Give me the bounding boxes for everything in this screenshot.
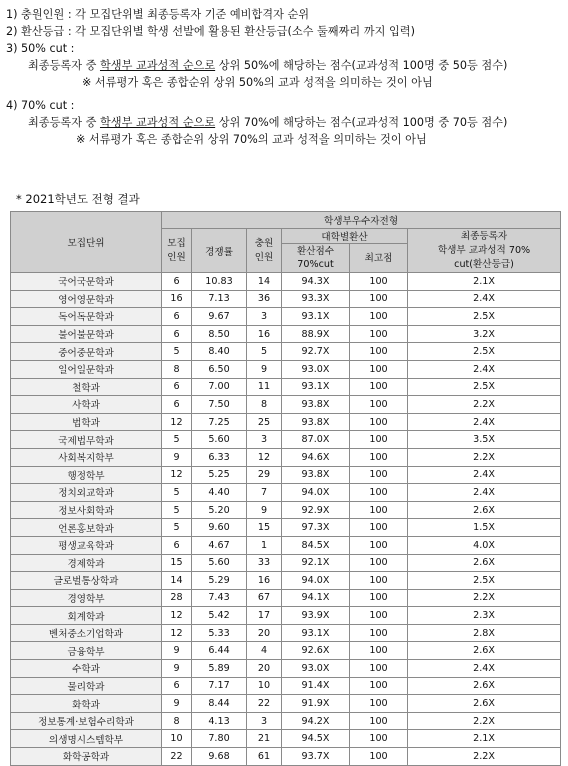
cell-final-cut: 2.6X bbox=[408, 501, 561, 519]
cell-unit: 금융학부 bbox=[11, 642, 162, 660]
cell-unit: 물리학과 bbox=[11, 677, 162, 695]
cell-unit: 수학과 bbox=[11, 660, 162, 678]
cell-competition: 7.50 bbox=[192, 396, 247, 414]
table-row bbox=[11, 589, 561, 607]
cell-competition: 5.25 bbox=[192, 466, 247, 484]
cell-recruit: 28 bbox=[162, 589, 192, 607]
cell-max-score: 100 bbox=[350, 484, 408, 502]
cell-conv-score: 91.9X bbox=[282, 695, 350, 713]
cell-recruit: 5 bbox=[162, 431, 192, 449]
cell-unit: 글로벌통상학과 bbox=[11, 572, 162, 590]
cell-final-cut: 2.3X bbox=[408, 607, 561, 625]
cell-competition: 7.17 bbox=[192, 677, 247, 695]
cell-final-cut: 2.6X bbox=[408, 677, 561, 695]
cell-conv-score: 93.1X bbox=[282, 308, 350, 326]
note-item-3-title: 3) 50% cut : bbox=[6, 42, 75, 55]
cell-max-score: 100 bbox=[350, 572, 408, 590]
cell-filled: 5 bbox=[247, 343, 282, 361]
cell-filled: 1 bbox=[247, 536, 282, 554]
cell-final-cut: 2.2X bbox=[408, 748, 561, 766]
header-univ-conv: 대학별환산 bbox=[282, 229, 408, 244]
table-row bbox=[11, 695, 561, 713]
cell-filled: 17 bbox=[247, 607, 282, 625]
table-row bbox=[11, 624, 561, 642]
note-text: 상위 70%에 해당하는 점수(교과성적 100명 중 70등 점수) bbox=[215, 116, 508, 129]
cell-conv-score: 93.8X bbox=[282, 413, 350, 431]
cell-unit: 정보사회학과 bbox=[11, 501, 162, 519]
cell-filled: 8 bbox=[247, 396, 282, 414]
cell-competition: 4.40 bbox=[192, 484, 247, 502]
table-row bbox=[11, 607, 561, 625]
cell-unit: 평생교육학과 bbox=[11, 536, 162, 554]
cell-competition: 5.29 bbox=[192, 572, 247, 590]
note-item-4-title: 4) 70% cut : bbox=[6, 99, 75, 112]
table-row bbox=[11, 273, 561, 291]
cell-unit: 경제학과 bbox=[11, 554, 162, 572]
cell-unit: 행정학부 bbox=[11, 466, 162, 484]
cell-recruit: 9 bbox=[162, 642, 192, 660]
section-title: * 2021학년도 전형 결과 bbox=[16, 192, 140, 206]
cell-unit: 정보통계·보험수리학과 bbox=[11, 712, 162, 730]
cell-unit: 영어영문학과 bbox=[11, 290, 162, 308]
cell-unit: 정치외교학과 bbox=[11, 484, 162, 502]
cell-final-cut: 3.2X bbox=[408, 325, 561, 343]
cell-filled: 7 bbox=[247, 484, 282, 502]
cell-unit: 의생명시스템학부 bbox=[11, 730, 162, 748]
cell-max-score: 100 bbox=[350, 642, 408, 660]
cell-conv-score: 93.8X bbox=[282, 466, 350, 484]
cell-recruit: 6 bbox=[162, 396, 192, 414]
cell-conv-score: 93.1X bbox=[282, 624, 350, 642]
cell-unit: 법학과 bbox=[11, 413, 162, 431]
cell-conv-score: 87.0X bbox=[282, 431, 350, 449]
cell-conv-score: 92.1X bbox=[282, 554, 350, 572]
cell-final-cut: 2.1X bbox=[408, 273, 561, 291]
table-row bbox=[11, 431, 561, 449]
cell-filled: 14 bbox=[247, 273, 282, 291]
cell-filled: 4 bbox=[247, 642, 282, 660]
cell-conv-score: 92.6X bbox=[282, 642, 350, 660]
cell-filled: 25 bbox=[247, 413, 282, 431]
cell-competition: 9.67 bbox=[192, 308, 247, 326]
table-row bbox=[11, 554, 561, 572]
cell-conv-score: 94.1X bbox=[282, 589, 350, 607]
cell-filled: 20 bbox=[247, 660, 282, 678]
cell-unit: 중어중문학과 bbox=[11, 343, 162, 361]
cell-unit: 언론홍보학과 bbox=[11, 519, 162, 537]
cell-max-score: 100 bbox=[350, 712, 408, 730]
table-row bbox=[11, 572, 561, 590]
cell-final-cut: 2.4X bbox=[408, 484, 561, 502]
cell-competition: 7.43 bbox=[192, 589, 247, 607]
cell-final-cut: 4.0X bbox=[408, 536, 561, 554]
cell-filled: 22 bbox=[247, 695, 282, 713]
cell-unit: 벤처중소기업학과 bbox=[11, 624, 162, 642]
cell-unit: 경영학부 bbox=[11, 589, 162, 607]
cell-unit: 사회복지학부 bbox=[11, 448, 162, 466]
cell-final-cut: 2.5X bbox=[408, 378, 561, 396]
cell-final-cut: 2.4X bbox=[408, 466, 561, 484]
cell-recruit: 9 bbox=[162, 660, 192, 678]
cell-competition: 7.13 bbox=[192, 290, 247, 308]
cell-conv-score: 94.0X bbox=[282, 572, 350, 590]
cell-conv-score: 91.4X bbox=[282, 677, 350, 695]
cell-competition: 5.60 bbox=[192, 554, 247, 572]
cell-filled: 10 bbox=[247, 677, 282, 695]
cell-competition: 7.25 bbox=[192, 413, 247, 431]
cell-max-score: 100 bbox=[350, 273, 408, 291]
cell-max-score: 100 bbox=[350, 308, 408, 326]
cell-unit: 국어국문학과 bbox=[11, 273, 162, 291]
cell-final-cut: 2.4X bbox=[408, 290, 561, 308]
cell-recruit: 16 bbox=[162, 290, 192, 308]
cell-filled: 33 bbox=[247, 554, 282, 572]
cell-max-score: 100 bbox=[350, 396, 408, 414]
cell-competition: 4.67 bbox=[192, 536, 247, 554]
cell-filled: 15 bbox=[247, 519, 282, 537]
cell-conv-score: 94.2X bbox=[282, 712, 350, 730]
cell-competition: 4.13 bbox=[192, 712, 247, 730]
cell-final-cut: 2.4X bbox=[408, 360, 561, 378]
cell-final-cut: 3.5X bbox=[408, 431, 561, 449]
cell-recruit: 5 bbox=[162, 519, 192, 537]
note-text: 최종등록자 중 bbox=[28, 59, 100, 72]
table-row bbox=[11, 642, 561, 660]
table-row bbox=[11, 396, 561, 414]
cell-competition: 7.80 bbox=[192, 730, 247, 748]
table-row bbox=[11, 343, 561, 361]
cell-max-score: 100 bbox=[350, 343, 408, 361]
cell-filled: 3 bbox=[247, 308, 282, 326]
cell-max-score: 100 bbox=[350, 730, 408, 748]
cell-unit: 철학과 bbox=[11, 378, 162, 396]
cell-recruit: 5 bbox=[162, 343, 192, 361]
cell-unit: 불어불문학과 bbox=[11, 325, 162, 343]
cell-competition: 6.50 bbox=[192, 360, 247, 378]
note-item-4-body bbox=[6, 114, 562, 131]
cell-conv-score: 94.6X bbox=[282, 448, 350, 466]
cell-final-cut: 2.5X bbox=[408, 572, 561, 590]
table-body bbox=[11, 273, 561, 766]
cell-recruit: 6 bbox=[162, 325, 192, 343]
results-table bbox=[10, 211, 561, 766]
cell-max-score: 100 bbox=[350, 501, 408, 519]
cell-recruit: 9 bbox=[162, 695, 192, 713]
cell-max-score: 100 bbox=[350, 589, 408, 607]
table-row bbox=[11, 536, 561, 554]
cell-recruit: 10 bbox=[162, 730, 192, 748]
cell-max-score: 100 bbox=[350, 413, 408, 431]
cell-competition: 8.40 bbox=[192, 343, 247, 361]
cell-final-cut: 2.6X bbox=[408, 642, 561, 660]
header-filled: 충원 인원 bbox=[247, 229, 282, 273]
note-item-2: 2) 환산등급 : 각 모집단위별 학생 선발에 활용된 환산등급(소수 둘째짜리 까지 입력) bbox=[6, 25, 415, 38]
cell-max-score: 100 bbox=[350, 695, 408, 713]
table-row bbox=[11, 712, 561, 730]
cell-competition: 8.44 bbox=[192, 695, 247, 713]
note-item-1: 1) 충원인원 : 각 모집단위별 최종등록자 기준 예비합격자 순위 bbox=[6, 8, 310, 21]
cell-filled: 9 bbox=[247, 501, 282, 519]
cell-filled: 36 bbox=[247, 290, 282, 308]
table-row bbox=[11, 360, 561, 378]
cell-filled: 21 bbox=[247, 730, 282, 748]
table-row bbox=[11, 325, 561, 343]
note-item-4-remark: ※ 서류평가 혹은 종합순위 상위 70%의 교과 성적을 의미하는 것이 아님 bbox=[76, 133, 427, 146]
cell-max-score: 100 bbox=[350, 677, 408, 695]
cell-conv-score: 88.9X bbox=[282, 325, 350, 343]
cell-conv-score: 94.5X bbox=[282, 730, 350, 748]
table-row bbox=[11, 466, 561, 484]
cell-conv-score: 92.9X bbox=[282, 501, 350, 519]
cell-filled: 16 bbox=[247, 572, 282, 590]
cell-max-score: 100 bbox=[350, 607, 408, 625]
cell-recruit: 15 bbox=[162, 554, 192, 572]
cell-competition: 6.33 bbox=[192, 448, 247, 466]
notes-block bbox=[6, 6, 562, 148]
cell-recruit: 6 bbox=[162, 308, 192, 326]
header-recruit: 모집 인원 bbox=[162, 229, 192, 273]
cell-recruit: 6 bbox=[162, 677, 192, 695]
cell-filled: 3 bbox=[247, 712, 282, 730]
cell-final-cut: 2.2X bbox=[408, 589, 561, 607]
cell-unit: 화학과 bbox=[11, 695, 162, 713]
table-row bbox=[11, 484, 561, 502]
header-unit: 모집단위 bbox=[11, 212, 162, 273]
cell-filled: 11 bbox=[247, 378, 282, 396]
note-underline: 학생부 교과성적 순으로 bbox=[99, 116, 216, 129]
cell-final-cut: 2.2X bbox=[408, 396, 561, 414]
table-row bbox=[11, 308, 561, 326]
table-row bbox=[11, 748, 561, 766]
cell-conv-score: 93.9X bbox=[282, 607, 350, 625]
cell-recruit: 5 bbox=[162, 501, 192, 519]
cell-conv-score: 93.3X bbox=[282, 290, 350, 308]
cell-recruit: 12 bbox=[162, 624, 192, 642]
cell-filled: 61 bbox=[247, 748, 282, 766]
cell-max-score: 100 bbox=[350, 519, 408, 537]
cell-filled: 3 bbox=[247, 431, 282, 449]
cell-final-cut: 2.1X bbox=[408, 730, 561, 748]
cell-final-cut: 2.8X bbox=[408, 624, 561, 642]
cell-max-score: 100 bbox=[350, 290, 408, 308]
cell-filled: 9 bbox=[247, 360, 282, 378]
cell-filled: 16 bbox=[247, 325, 282, 343]
cell-final-cut: 2.2X bbox=[408, 448, 561, 466]
cell-filled: 12 bbox=[247, 448, 282, 466]
cell-conv-score: 93.0X bbox=[282, 660, 350, 678]
cell-recruit: 22 bbox=[162, 748, 192, 766]
cell-recruit: 12 bbox=[162, 607, 192, 625]
cell-recruit: 6 bbox=[162, 536, 192, 554]
cell-max-score: 100 bbox=[350, 378, 408, 396]
table-row bbox=[11, 290, 561, 308]
header-group: 학생부우수자전형 bbox=[162, 212, 561, 229]
note-item-3-remark: ※ 서류평가 혹은 종합순위 상위 50%의 교과 성적을 의미하는 것이 아님 bbox=[82, 76, 433, 89]
cell-conv-score: 94.0X bbox=[282, 484, 350, 502]
cell-competition: 10.83 bbox=[192, 273, 247, 291]
cell-competition: 8.50 bbox=[192, 325, 247, 343]
cell-unit: 독어독문학과 bbox=[11, 308, 162, 326]
cell-recruit: 12 bbox=[162, 466, 192, 484]
cell-final-cut: 2.5X bbox=[408, 308, 561, 326]
cell-conv-score: 97.3X bbox=[282, 519, 350, 537]
table-row bbox=[11, 677, 561, 695]
table-row bbox=[11, 448, 561, 466]
cell-recruit: 5 bbox=[162, 484, 192, 502]
cell-conv-score: 84.5X bbox=[282, 536, 350, 554]
table-row bbox=[11, 660, 561, 678]
cell-final-cut: 2.6X bbox=[408, 695, 561, 713]
cell-unit: 회계학과 bbox=[11, 607, 162, 625]
cell-final-cut: 2.4X bbox=[408, 413, 561, 431]
cell-competition: 6.44 bbox=[192, 642, 247, 660]
cell-final-cut: 2.4X bbox=[408, 660, 561, 678]
cell-recruit: 14 bbox=[162, 572, 192, 590]
cell-competition: 9.68 bbox=[192, 748, 247, 766]
cell-unit: 국제법무학과 bbox=[11, 431, 162, 449]
cell-conv-score: 93.0X bbox=[282, 360, 350, 378]
cell-conv-score: 93.8X bbox=[282, 396, 350, 414]
cell-competition: 9.60 bbox=[192, 519, 247, 537]
note-item-3-body bbox=[6, 57, 562, 74]
note-underline: 학생부 교과성적 순으로 bbox=[99, 59, 216, 72]
cell-competition: 5.20 bbox=[192, 501, 247, 519]
cell-max-score: 100 bbox=[350, 448, 408, 466]
cell-unit: 일어일문학과 bbox=[11, 360, 162, 378]
cell-conv-score: 92.7X bbox=[282, 343, 350, 361]
cell-max-score: 100 bbox=[350, 325, 408, 343]
header-conv-score: 환산점수 70%cut bbox=[282, 244, 350, 273]
header-max-score: 최고점 bbox=[350, 244, 408, 273]
table-row bbox=[11, 413, 561, 431]
header-final: 최종등록자 학생부 교과성적 70% cut(환산등급) bbox=[408, 229, 561, 273]
cell-unit: 사학과 bbox=[11, 396, 162, 414]
table-row bbox=[11, 519, 561, 537]
cell-filled: 29 bbox=[247, 466, 282, 484]
cell-max-score: 100 bbox=[350, 536, 408, 554]
cell-competition: 7.00 bbox=[192, 378, 247, 396]
cell-max-score: 100 bbox=[350, 360, 408, 378]
cell-final-cut: 2.2X bbox=[408, 712, 561, 730]
cell-competition: 5.89 bbox=[192, 660, 247, 678]
header-competition: 경쟁률 bbox=[192, 229, 247, 273]
cell-max-score: 100 bbox=[350, 431, 408, 449]
cell-conv-score: 93.1X bbox=[282, 378, 350, 396]
cell-recruit: 8 bbox=[162, 360, 192, 378]
cell-recruit: 6 bbox=[162, 273, 192, 291]
cell-max-score: 100 bbox=[350, 748, 408, 766]
cell-recruit: 8 bbox=[162, 712, 192, 730]
cell-max-score: 100 bbox=[350, 554, 408, 572]
cell-final-cut: 2.5X bbox=[408, 343, 561, 361]
cell-recruit: 12 bbox=[162, 413, 192, 431]
table-row bbox=[11, 378, 561, 396]
cell-max-score: 100 bbox=[350, 624, 408, 642]
table-row bbox=[11, 730, 561, 748]
cell-conv-score: 94.3X bbox=[282, 273, 350, 291]
cell-competition: 5.42 bbox=[192, 607, 247, 625]
table-row bbox=[11, 501, 561, 519]
cell-competition: 5.33 bbox=[192, 624, 247, 642]
cell-recruit: 9 bbox=[162, 448, 192, 466]
cell-final-cut: 2.6X bbox=[408, 554, 561, 572]
cell-unit: 화학공학과 bbox=[11, 748, 162, 766]
cell-competition: 5.60 bbox=[192, 431, 247, 449]
note-text: 최종등록자 중 bbox=[28, 116, 100, 129]
cell-conv-score: 93.7X bbox=[282, 748, 350, 766]
cell-max-score: 100 bbox=[350, 466, 408, 484]
note-text: 상위 50%에 해당하는 점수(교과성적 100명 중 50등 점수) bbox=[215, 59, 508, 72]
cell-final-cut: 1.5X bbox=[408, 519, 561, 537]
cell-filled: 67 bbox=[247, 589, 282, 607]
cell-filled: 20 bbox=[247, 624, 282, 642]
cell-recruit: 6 bbox=[162, 378, 192, 396]
cell-max-score: 100 bbox=[350, 660, 408, 678]
